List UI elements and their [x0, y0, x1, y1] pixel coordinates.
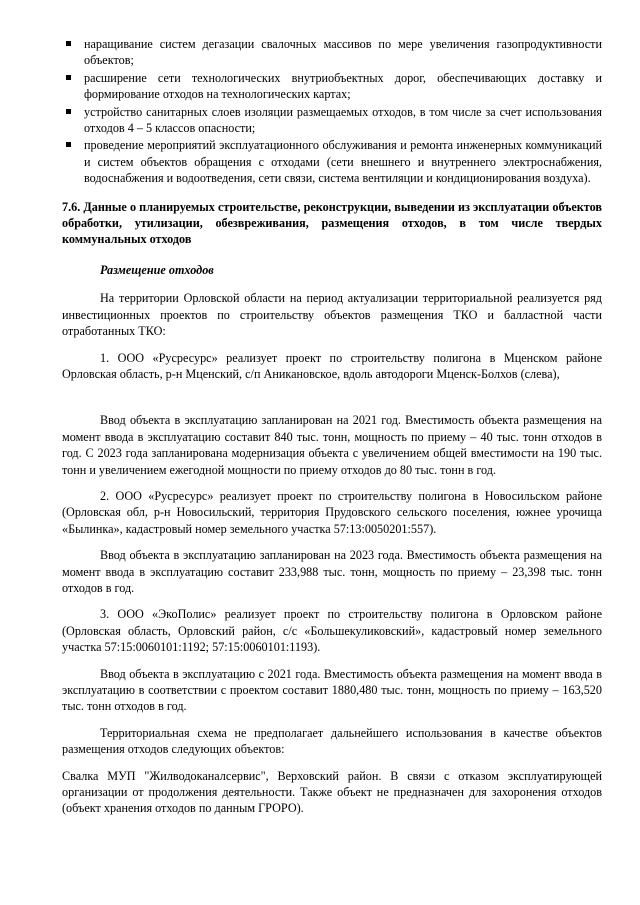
- measures-list: [62, 36, 602, 187]
- list-item: [62, 137, 602, 186]
- list-item-text: расширение сети технологических внутриобъектных дорог, обеспечивающих доставку и формирование отходов на технологических картах;: [84, 70, 602, 102]
- paragraph-project-3-details: Ввод объекта в эксплуатацию с 2021 года. Вместимость объекта размещения на момент ввода в эксплуатацию в соответствии с проектом составит 1880,480 тыс. тонн, мощность по приему – 163,520 тыс. тонн отходов в год.: [62, 666, 602, 714]
- list-item-text: наращивание систем дегазации свалочных массивов по мере увеличения газопродуктивности объектов;: [84, 37, 602, 68]
- square-bullet-icon: [66, 75, 71, 80]
- paragraph-project-1-details: Ввод объекта в эксплуатацию запланирован на 2021 год. Вместимость объекта размещения на момент ввода в эксплуатацию составит 840 тыс. тонн, мощность по приему – 40 тыс. тонн отходов в год. С 2023 года запланирована модернизация объекта с увеличением общей вместимости на 190 тыс. тонн и увеличением ежегодной мощности по приему отходов до 80 тыс. тонн в год.: [62, 413, 602, 477]
- list-item-text: проведение мероприятий эксплуатационного обслуживания и ремонта инженерных коммуникаций и систем объектов обращения с отходами (сети внешнего и внутреннего электроснабжения, водоснабжения и водоотведения, сети связи, система вентиляции и кондиционирования воздуха).: [84, 138, 602, 186]
- list-item-text: устройство санитарных слоев изоляции размещаемых отходов, в том числе за счет использования отходов 4 – 5 классов опасности;: [84, 104, 602, 136]
- paragraph-excluded-intro: Территориальная схема не предполагает дальнейшего использования в качестве объектов размещения отходов следующих объектов:: [62, 725, 602, 757]
- section-heading: 7.6. Данные о планируемых строительстве, реконструкции, выведении из эксплуатации объектов обработки, утилизации, обезвреживания, размещения отходов, в том числе твердых коммунальных отходов: [62, 199, 602, 247]
- square-bullet-icon: [66, 109, 71, 114]
- paragraph-project-1: 1. ООО «Русресурс» реализует проект по строительству полигона в Мценском районе Орловская область, р-н Мценский, с/п Аникановское, вдоль автодороги Мценск-Болхов (слева),: [62, 350, 602, 381]
- paragraph-intro: На территории Орловской области на период актуализации территориальной реализуется ряд инвестиционных проектов по строительству объектов размещения ТКО и балластной части отработанных ТКО:: [62, 291, 602, 339]
- paragraph-project-3: 3. ООО «ЭкоПолис» реализует проект по строительству полигона в Орловском районе (Орловская область, Орловский район, с/с «Большекуликовский», кадастровый номер земельного участка 57:15:0060101:1192; 57:15:0060101:1193).: [62, 607, 602, 655]
- square-bullet-icon: [66, 142, 71, 147]
- subsection-title: Размещение отходов: [100, 262, 214, 277]
- paragraph-excluded-dump: Свалка МУП "Жилводоканалсервис", Верховский район. В связи с отказом эксплуатирующей организации от продолжения деятельности. Также объект не предназначен для захоронения отходов (объект хранения отходов по данным ГРОРО).: [62, 768, 602, 816]
- paragraph-project-2: 2. ООО «Русресурс» реализует проект по строительству полигона в Новосильском районе (Орловская обл, р-н Новосильский, территория Прудовского сельского поселения, южнее урочища «Былинка», кадастровый номер земельного участка 57:13:0050201:557).: [62, 488, 602, 536]
- paragraph-project-2-details: Ввод объекта в эксплуатацию запланирован на 2023 года. Вместимость объекта размещения на момент ввода в эксплуатацию составит 233,988 тыс. тонн, мощность по приему – 23,398 тыс. тонн отходов в год.: [62, 548, 602, 595]
- square-bullet-icon: [66, 41, 71, 46]
- list-item: [62, 104, 602, 137]
- list-item: [62, 36, 602, 69]
- list-item: [62, 70, 602, 103]
